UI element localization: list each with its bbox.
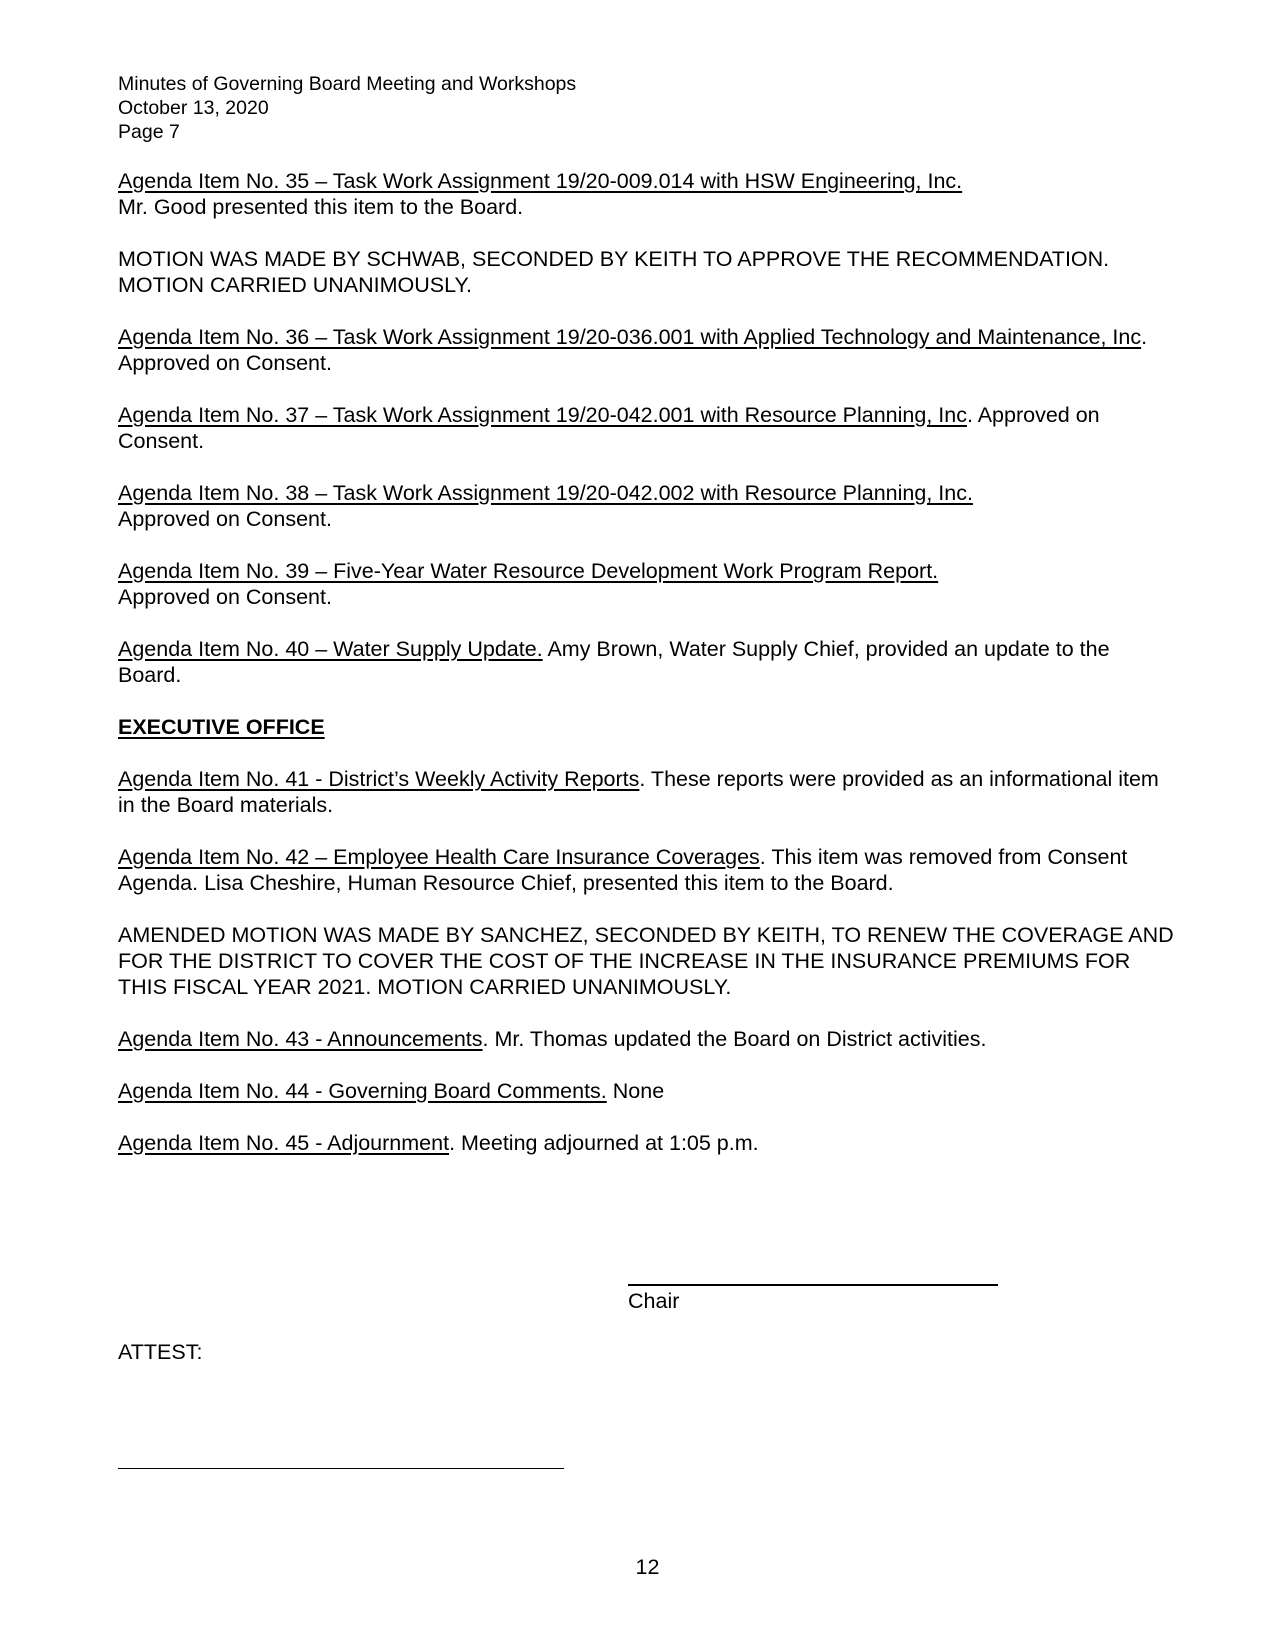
- header-date: October 13, 2020: [118, 97, 269, 119]
- agenda-item-45: [118, 1130, 1178, 1156]
- agenda-item-text: . Approved on Consent.: [118, 325, 1148, 375]
- agenda-item-35: [118, 168, 1178, 220]
- agenda-item-36: [118, 324, 1178, 376]
- agenda-item-title: Agenda Item No. 38 – Task Work Assignment 19/20-042.002 with Resource Planning, Inc.: [118, 481, 973, 505]
- minutes-body: [118, 168, 1178, 1182]
- agenda-item-text: . Mr. Thomas updated the Board on District activities.: [482, 1027, 987, 1051]
- motion-42: AMENDED MOTION WAS MADE BY SANCHEZ, SECONDED BY KEITH, TO RENEW THE COVERAGE AND FOR THE DISTRICT TO COVER THE COST OF THE INCREASE IN THE INSURANCE PREMIUMS FOR THIS FISCAL YEAR 2021. MOTION CARRIED UNANIMOUSLY.: [118, 923, 1174, 999]
- agenda-item-text: Mr. Good presented this item to the Board.: [118, 195, 524, 219]
- agenda-item-text: None: [606, 1079, 665, 1103]
- header-title: Minutes of Governing Board Meeting and Workshops: [118, 73, 577, 95]
- agenda-item-title: Agenda Item No. 43 - Announcements: [118, 1027, 483, 1051]
- agenda-item-40: [118, 636, 1178, 688]
- page-header: [118, 72, 576, 144]
- chair-label: Chair: [628, 1289, 680, 1313]
- agenda-item-38: [118, 480, 1178, 532]
- agenda-item-42: [118, 844, 1178, 896]
- chair-signature-line: [628, 1284, 998, 1286]
- agenda-item-41: [118, 766, 1178, 818]
- agenda-item-text: Amy Brown, Water Supply Chief, provided an update to the Board.: [118, 637, 1110, 687]
- agenda-item-title: Agenda Item No. 37 – Task Work Assignment 19/20-042.001 with Resource Planning, Inc: [118, 403, 967, 427]
- agenda-item-title: Agenda Item No. 44 - Governing Board Comments.: [118, 1079, 607, 1103]
- agenda-item-text: . These reports were provided as an informational item in the Board materials.: [118, 767, 1159, 817]
- agenda-item-title: Agenda Item No. 39 – Five-Year Water Resource Development Work Program Report.: [118, 559, 939, 583]
- agenda-item-text: . This item was removed from Consent Agenda. Lisa Cheshire, Human Resource Chief, presented this item to the Board.: [118, 845, 1128, 895]
- attest-signature-line: [118, 1468, 564, 1469]
- agenda-item-title: Agenda Item No. 41 - District’s Weekly Activity Reports: [118, 767, 640, 791]
- attest-label: ATTEST:: [118, 1340, 203, 1364]
- agenda-item-text: Approved on Consent.: [118, 507, 332, 531]
- agenda-item-title: Agenda Item No. 42 – Employee Health Care Insurance Coverages: [118, 845, 760, 869]
- agenda-item-44: [118, 1078, 1178, 1104]
- section-heading-executive-office: EXECUTIVE OFFICE: [118, 715, 325, 739]
- agenda-item-39: [118, 558, 1178, 610]
- page-number: 12: [635, 1555, 660, 1579]
- agenda-item-text: . Approved on Consent.: [118, 403, 1100, 453]
- agenda-item-title: Agenda Item No. 45 - Adjournment: [118, 1131, 450, 1155]
- agenda-item-text: Approved on Consent.: [118, 585, 332, 609]
- agenda-item-text: . Meeting adjourned at 1:05 p.m.: [449, 1131, 759, 1155]
- agenda-item-43: [118, 1026, 1178, 1052]
- agenda-item-title: Agenda Item No. 40 – Water Supply Update.: [118, 637, 543, 661]
- motion-35: MOTION WAS MADE BY SCHWAB, SECONDED BY KEITH TO APPROVE THE RECOMMENDATION. MOTION CARRIED UNANIMOUSLY.: [118, 247, 1110, 297]
- agenda-item-title: Agenda Item No. 35 – Task Work Assignment 19/20-009.014 with HSW Engineering, Inc.: [118, 169, 963, 193]
- agenda-item-37: [118, 402, 1178, 454]
- agenda-item-title: Agenda Item No. 36 – Task Work Assignment 19/20-036.001 with Applied Technology and Maintenance, Inc: [118, 325, 1142, 349]
- header-page: Page 7: [118, 121, 180, 143]
